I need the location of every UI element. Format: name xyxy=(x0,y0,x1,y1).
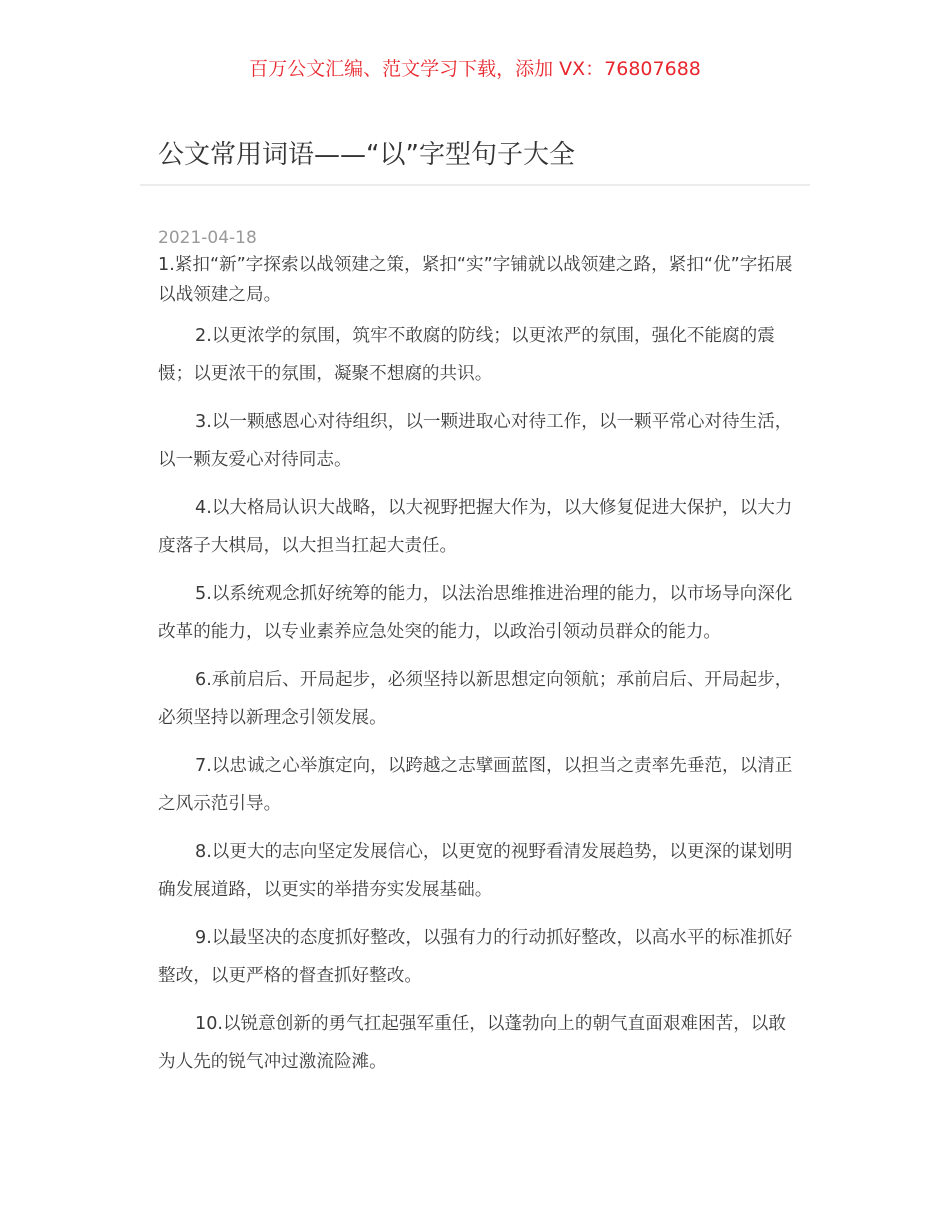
paragraph-8: 8.以更大的志向坚定发展信心，以更宽的视野看清发展趋势，以更深的谋划明确发展道路，以更实的举措夯实发展基础。 xyxy=(158,842,793,900)
title-divider xyxy=(140,184,810,186)
paragraph-7: 7.以忠诚之心举旗定向，以跨越之志擘画蓝图，以担当之责率先垂范，以清正之风示范引导。 xyxy=(158,756,793,814)
publish-date: 2021-04-18 xyxy=(158,228,257,248)
paragraph-10: 10.以锐意创新的勇气扛起强军重任，以蓬勃向上的朝气直面艰难困苦，以敢为人先的锐气冲过激流险滩。 xyxy=(158,1014,786,1072)
paragraph-9: 9.以最坚决的态度抓好整改，以强有力的行动抓好整改，以高水平的标准抓好整改，以更严格的督查抓好整改。 xyxy=(158,928,793,986)
watermark-banner: 百万公文汇编、范文学习下载，添加 VX：76807688 xyxy=(249,58,701,80)
article-body xyxy=(158,250,794,1081)
paragraph-5: 5.以系统观念抓好统筹的能力，以法治思维推进治理的能力，以市场导向深化改革的能力，以专业素养应急处突的能力，以政治引领动员群众的能力。 xyxy=(158,584,793,642)
article-title: 公文常用词语——“以”字型句子大全 xyxy=(158,140,575,170)
paragraph-3: 3.以一颗感恩心对待组织，以一颗进取心对待工作，以一颗平常心对待生活，以一颗友爱心对待同志。 xyxy=(158,412,793,470)
paragraph-2: 2.以更浓学的氛围，筑牢不敢腐的防线；以更浓严的氛围，强化不能腐的震慑；以更浓干的氛围，凝聚不想腐的共识。 xyxy=(158,326,775,384)
paragraph-1: 1.紧扣“新”字探索以战领建之策，紧扣“实”字铺就以战领建之路，紧扣“优”字拓展以战领建之局。 xyxy=(158,255,793,305)
paragraph-4: 4.以大格局认识大战略，以大视野把握大作为，以大修复促进大保护，以大力度落子大棋局，以大担当扛起大责任。 xyxy=(158,498,793,556)
paragraph-6: 6.承前启后、开局起步，必须坚持以新思想定向领航；承前启后、开局起步，必须坚持以新理念引领发展。 xyxy=(158,670,793,728)
